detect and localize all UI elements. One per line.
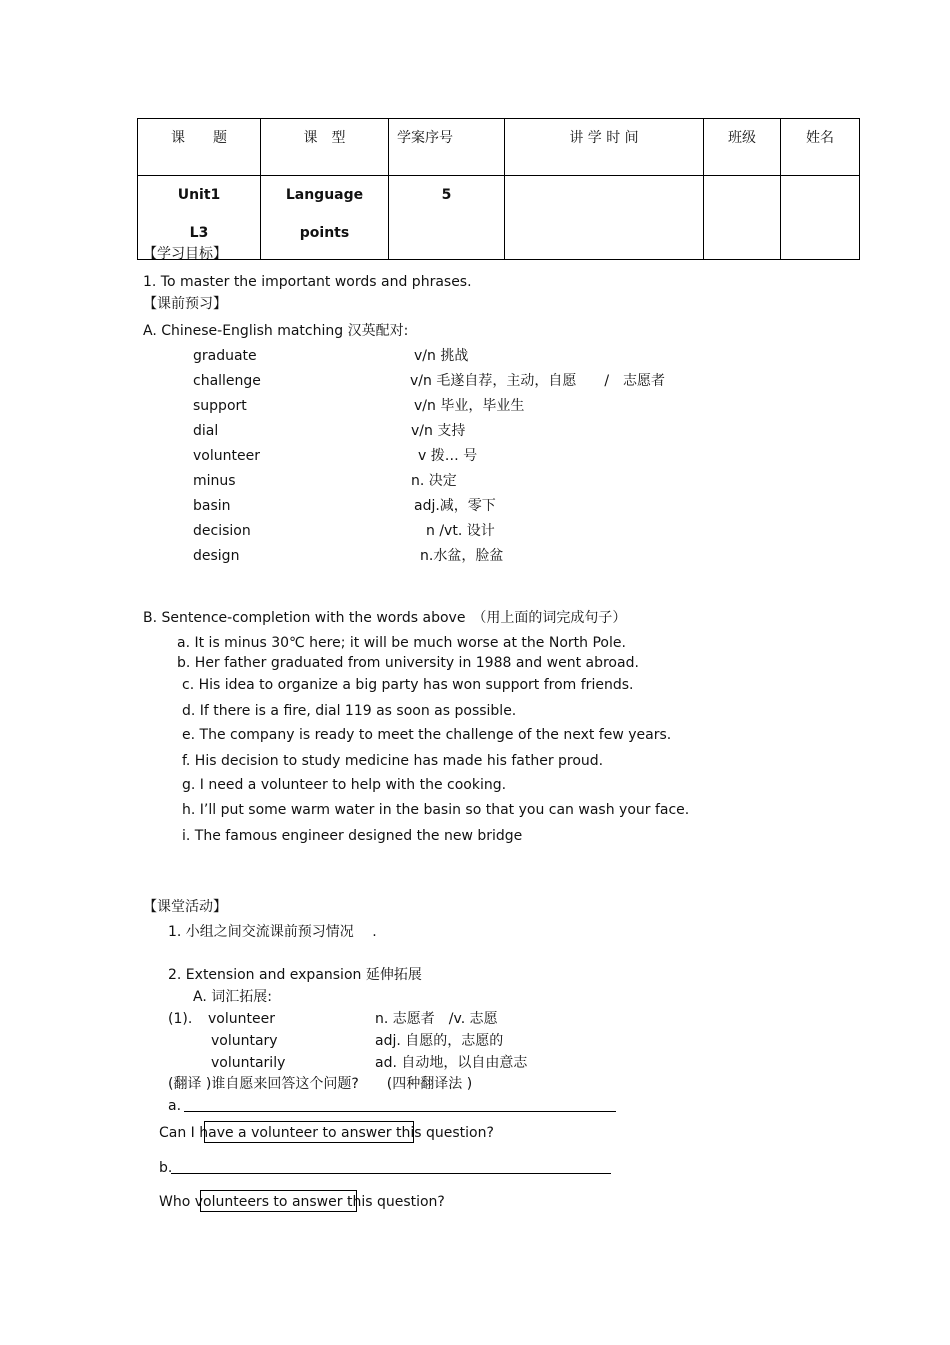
word-item: basin (193, 498, 231, 514)
meaning-item: v/n 支持 (411, 423, 466, 439)
cell-type (261, 176, 389, 260)
cell-type-line1: Language (285, 187, 364, 203)
answer-b-box (200, 1190, 357, 1212)
header-name: 姓名 (781, 119, 860, 176)
meaning-item: n /vt. 设计 (426, 523, 495, 539)
word-item: graduate (193, 348, 257, 364)
vocab-meaning: ad. 自动地，以自由意志 (375, 1055, 528, 1071)
word-item: challenge (193, 373, 261, 389)
header-time: 讲 学 时 间 (505, 119, 704, 176)
header-table (137, 118, 860, 260)
answer-a: Can I have a volunteer to answer this question? (159, 1125, 494, 1141)
word-item: support (193, 398, 247, 414)
answer-blank-b[interactable] (171, 1173, 611, 1174)
sentence-item: a. It is minus 30℃ here; it will be much worse at the North Pole. (177, 635, 626, 651)
vocab-word: voluntary (211, 1033, 278, 1049)
classroom-heading: 【课堂活动】 (143, 899, 227, 915)
sentence-item: g. I need a volunteer to help with the cooking. (182, 777, 507, 793)
meaning-item: v/n 毕业，毕业生 (414, 398, 525, 414)
answer-b: Who volunteers to answer this question? (159, 1194, 445, 1210)
sentence-item: i. The famous engineer designed the new bridge (182, 828, 523, 844)
sentence-item: h. I’ll put some warm water in the basin so that you can wash your face. (182, 802, 690, 818)
cell-number (389, 176, 505, 260)
sentence-title: B. Sentence-completion with the words above （用上面的词完成句子） (143, 610, 627, 626)
cell-time (505, 176, 704, 260)
header-type: 课 型 (261, 119, 389, 176)
vocab-number: (1). (168, 1011, 193, 1027)
vocab-meaning: n. 志愿者 /v. 志愿 (375, 1011, 498, 1027)
translate-prompt: (翻译 )谁自愿来回答这个问题? (四种翻译法 ) (168, 1076, 473, 1092)
blank-a-label: a. (168, 1098, 182, 1114)
answer-blank-a[interactable] (184, 1111, 616, 1112)
word-item: dial (193, 423, 219, 439)
word-item: design (193, 548, 240, 564)
vocab-meaning: adj. 自愿的，志愿的 (375, 1033, 504, 1049)
header-number: 学案序号 (389, 119, 505, 176)
header-class: 班级 (704, 119, 781, 176)
meaning-item: v/n 挑战 (414, 348, 469, 364)
answer-a-box (204, 1121, 414, 1143)
cell-unit-line1: Unit1 (177, 187, 221, 203)
sentence-item: e. The company is ready to meet the challenge of the next few years. (182, 727, 672, 743)
cell-number-value: 5 (441, 187, 452, 203)
header-topic: 课 题 (138, 119, 261, 176)
word-item: decision (193, 523, 251, 539)
vocab-word: volunteer (208, 1011, 275, 1027)
sentence-item: f. His decision to study medicine has made his father proud. (182, 753, 604, 769)
activity-item-1: 1. 小组之间交流课前预习情况 . (168, 924, 377, 940)
cell-unit-line2: L3 (189, 225, 209, 241)
word-item: volunteer (193, 448, 260, 464)
sentence-item: d. If there is a fire, dial 119 as soon as possible. (182, 703, 517, 719)
sentence-item: b. Her father graduated from university in 1988 and went abroad. (177, 655, 639, 671)
cell-name (781, 176, 860, 260)
vocab-title: A. 词汇拓展: (193, 989, 272, 1005)
activity-item-2: 2. Extension and expansion 延伸拓展 (168, 967, 422, 983)
matching-title: A. Chinese-English matching 汉英配对: (143, 323, 409, 339)
sentence-item: c. His idea to organize a big party has won support from friends. (182, 677, 634, 693)
objective-item: 1. To master the important words and phrases. (143, 274, 472, 290)
vocab-word: voluntarily (211, 1055, 286, 1071)
meaning-item: adj.减，零下 (414, 498, 496, 514)
meaning-item: n.水盆，脸盆 (420, 548, 504, 564)
cell-class (704, 176, 781, 260)
cell-type-line2: points (299, 225, 350, 241)
meaning-item: v 拨… 号 (418, 448, 478, 464)
meaning-item: v/n 毛遂自荐，主动，自愿 / 志愿者 (410, 373, 666, 389)
meaning-item: n. 决定 (411, 473, 457, 489)
blank-b-label: b. (159, 1160, 173, 1176)
objectives-heading: 【学习目标】 (143, 246, 227, 262)
word-item: minus (193, 473, 236, 489)
preview-heading: 【课前预习】 (143, 296, 227, 312)
